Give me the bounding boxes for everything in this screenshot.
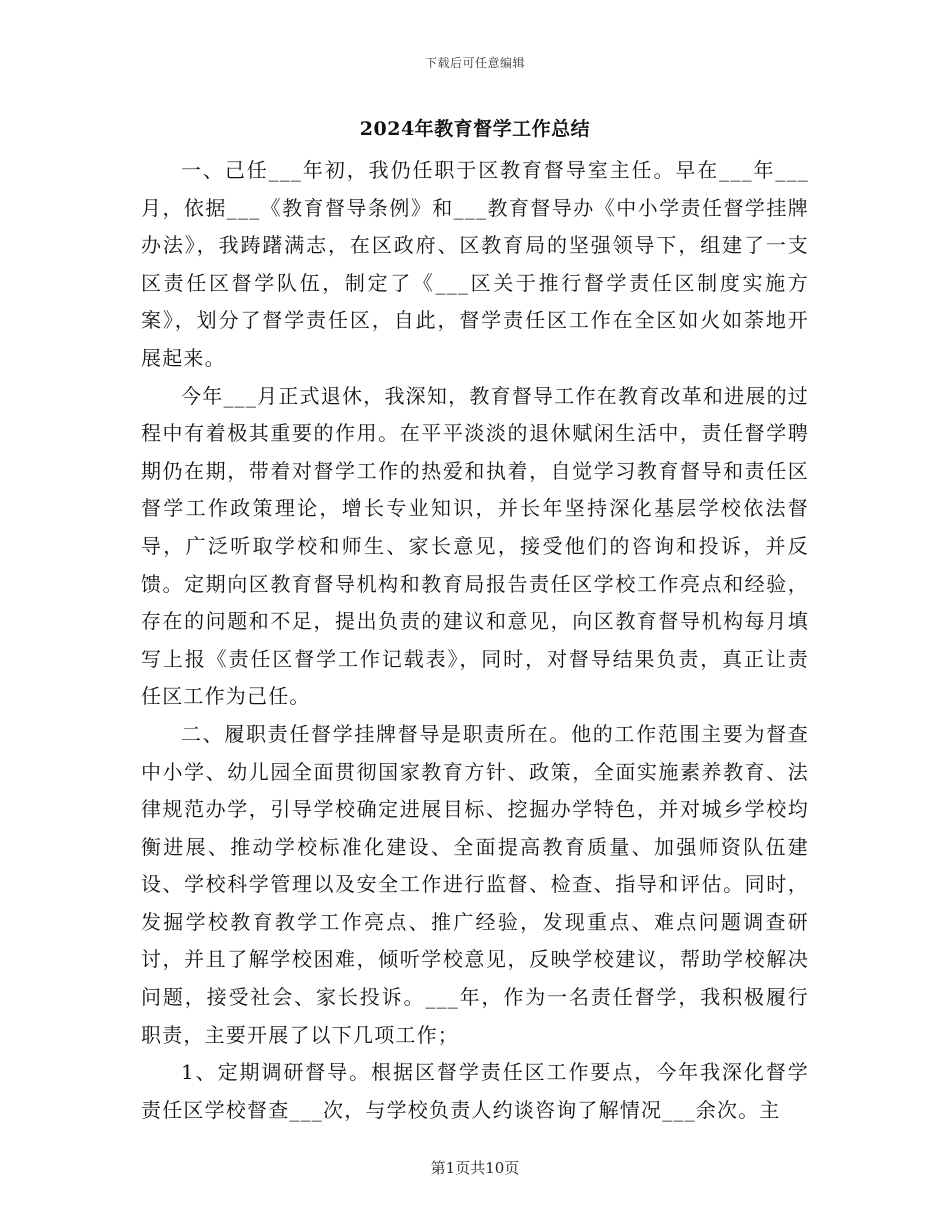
paragraph-2: 今年___月正式退休，我深知，教育督导工作在教育改革和进展的过程中有着极其重要的作用。在平平淡淡的退休赋闲生活中，责任督学聘期仍在期，带着对督学工作的热爱和执着，自觉学习教育督导和责任区督学工作政策理论，增长专业知识，并长年坚持深化基层学校依法督导，广泛听取学校和师生、家长意见，接受他们的咨询和投诉，并反馈。定期向区教育督导机构和教育局报告责任区学校工作亮点和经验，存在的问题和不足，提出负责的建议和意见，向区教育督导机构每月填写上报《责任区督学工作记载表》，同时，对督导结果负责，真正让责任区工作为己任。 xyxy=(141,383,809,709)
paragraph-1: 一、己任___年初，我仍任职于区教育督导室主任。早在___年___月，依据___《教育督导条例》和___教育督导办《中小学责任督学挂牌办法》，我踌躇满志，在区政府、区教育局的坚强领导下，组建了一支区责任区督学队伍，制定了《___区关于推行督学责任区制度实施方案》，划分了督学责任区，自此，督学责任区工作在全区如火如荼地开展起来。 xyxy=(141,158,809,370)
document-title: 2024年教育督学工作总结 xyxy=(359,118,591,140)
header-note: 下载后可任意编辑 xyxy=(424,56,525,70)
document-body xyxy=(141,152,809,1129)
paragraph-4: 1、定期调研督导。根据区督学责任区工作要点，今年我深化督学责任区学校督查___次，与学校负责人约谈咨询了解情况___余次。主 xyxy=(141,1060,809,1122)
page-number: 第1页共10页 xyxy=(430,1159,520,1177)
paragraph-3: 二、履职责任督学挂牌督导是职责所在。他的工作范围主要为督查中小学、幼儿园全面贯彻国家教育方针、政策，全面实施素养教育、法律规范办学，引导学校确定进展目标、挖掘办学特色，并对城乡学校均衡进展、推动学校标准化建设、全面提高教育质量、加强师资队伍建设、学校科学管理以及安全工作进行监督、检查、指导和评估。同时，发掘学校教育教学工作亮点、推广经验，发现重点、难点问题调查研讨，并且了解学校困难，倾听学校意见，反映学校建议，帮助学校解决问题，接受社会、家长投诉。___年，作为一名责任督学，我积极履行职责，主要开展了以下几项工作； xyxy=(141,721,809,1047)
